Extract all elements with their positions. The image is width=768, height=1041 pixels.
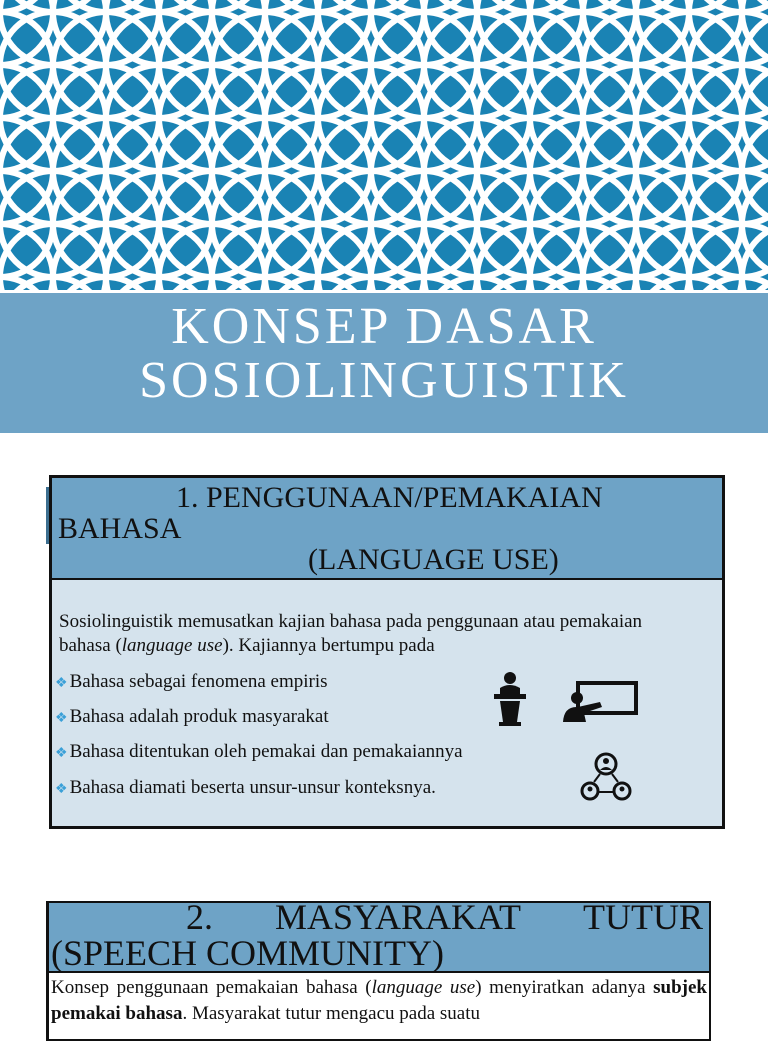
body-bold: subjek pemakai bahasa: [51, 977, 707, 1024]
list-item: [55, 740, 463, 764]
card2-heading-word1: MASYARAKAT: [274, 897, 521, 937]
list-item: [55, 776, 436, 800]
decorative-pattern: [0, 0, 768, 290]
card1-heading-line1: 1. PENGGUNAAN/PEMAKAIAN: [176, 481, 603, 514]
diamond-bullet-icon: ❖: [55, 676, 68, 691]
card2-body: [51, 975, 707, 1027]
card1-intro: [59, 610, 659, 658]
card1-heading-line3: (LANGUAGE USE): [308, 543, 559, 576]
diamond-bullet-icon: ❖: [55, 746, 68, 761]
card2-heading-line1: [51, 899, 707, 935]
list-item: [55, 705, 329, 729]
card2-heading-line2: (SPEECH COMMUNITY): [51, 933, 445, 973]
diamond-bullet-icon: ❖: [55, 711, 68, 726]
body-text-3: . Masyarakat tutur mengacu pada suatu: [182, 1003, 481, 1024]
speech-community-card: [46, 897, 711, 1041]
podium-speaker-icon: [490, 670, 530, 728]
diamond-bullet-icon: ❖: [55, 782, 68, 797]
body-italic: language use: [371, 977, 476, 998]
bullet-text: Bahasa adalah produk masyarakat: [69, 706, 329, 727]
title-line-2: SOSIOLINGUISTIK: [139, 352, 629, 409]
card1-heading-line2: BAHASA: [58, 512, 182, 545]
intro-text-1: Sosiolinguistik memusatkan kajian bahasa pada penggunaan atau pemakaian bahasa (: [59, 611, 643, 656]
card2-header: [49, 897, 709, 973]
teacher-board-icon: [560, 680, 640, 724]
title-line-1: KONSEP DASAR: [171, 298, 597, 355]
card2-heading-num: 2.: [185, 897, 213, 937]
interlocking-circles-pattern: [0, 0, 768, 290]
card1-header: [52, 478, 722, 580]
card2-heading-word2: TUTUR: [583, 897, 703, 937]
body-text-2: ) menyiratkan adanya: [475, 977, 654, 998]
intro-italic: language use: [121, 635, 223, 656]
bullet-text: Bahasa ditentukan oleh pemakai dan pemakaiannya: [69, 741, 463, 762]
card2-heading: [51, 899, 707, 971]
list-item: [55, 670, 328, 694]
card1-heading: [58, 482, 603, 575]
bullet-text: Bahasa diamati beserta unsur-unsur konteksnya.: [69, 777, 436, 798]
slide-title: [0, 300, 768, 408]
bullet-text: Bahasa sebagai fenomena empiris: [69, 671, 328, 692]
people-network-icon: [580, 752, 632, 802]
body-text-1: Konsep penggunaan pemakaian bahasa (: [51, 977, 372, 998]
intro-text-2: ). Kajiannya bertumpu pada: [222, 635, 435, 656]
